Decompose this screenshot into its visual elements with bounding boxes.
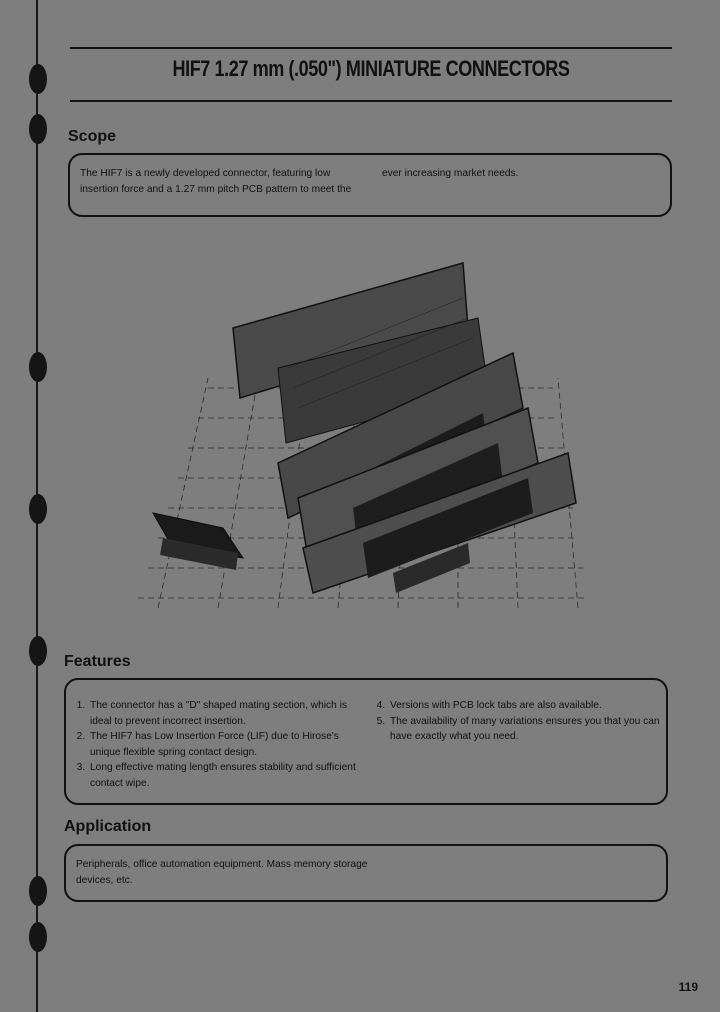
application-text: Peripherals, office automation equipment. Mass memory storage devices, etc.: [76, 859, 368, 886]
binding-hole: [29, 636, 47, 666]
binding-hole: [29, 876, 47, 906]
connector-product-photo: [128, 258, 598, 618]
feature-item: 5. The availability of many variations ensures you that you can have exactly what you need.: [388, 714, 664, 745]
scope-text-col2: ever increasing market needs.: [382, 168, 519, 179]
feature-item: 2. The HIF7 has Low Insertion Force (LIF) due to Hirose's unique flexible spring contact design.: [88, 729, 364, 760]
features-box: [64, 678, 668, 805]
binding-hole: [29, 352, 47, 382]
features-list-right: [374, 698, 664, 745]
binding-hole: [29, 494, 47, 524]
binding-hole: [29, 64, 47, 94]
application-heading: Application: [64, 818, 152, 835]
page-title: HIF7 1.27 mm (.050") MINIATURE CONNECTORS: [172, 56, 570, 81]
scope-box: [68, 153, 672, 217]
title-rule-top: [70, 47, 672, 49]
scope-heading: Scope: [68, 128, 117, 145]
binding-hole: [29, 114, 47, 144]
binding-hole: [29, 922, 47, 952]
title-rule-bottom: [70, 100, 672, 102]
page-number: 119: [678, 980, 698, 994]
feature-item: 3. Long effective mating length ensures stability and sufficient contact wipe.: [88, 760, 364, 791]
feature-item: 1. The connector has a "D" shaped mating section, which is ideal to prevent incorrect insertion.: [88, 698, 364, 729]
feature-item: 4. Versions with PCB lock tabs are also available.: [388, 698, 664, 714]
features-list-left: [74, 698, 364, 791]
scope-text-col1: The HIF7 is a newly developed connector, featuring low insertion force and a 1.27 mm pitch PCB pattern to meet the: [80, 168, 352, 195]
features-heading: Features: [64, 653, 131, 670]
application-box: [64, 844, 668, 902]
